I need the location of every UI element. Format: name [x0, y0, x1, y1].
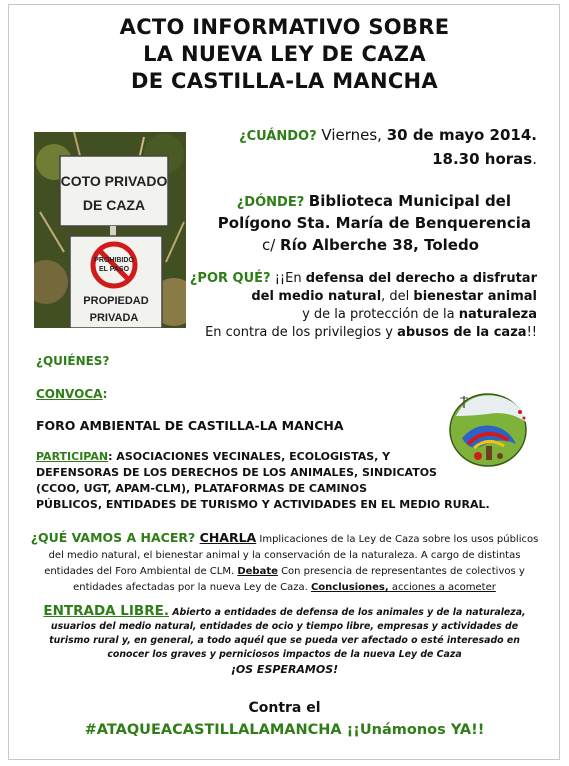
sign-text-1: COTO PRIVADO	[60, 173, 168, 189]
entrada-line-1	[18, 604, 551, 620]
porque-l2a: del medio natural	[251, 289, 382, 304]
debate-label: Debate	[237, 566, 278, 577]
porque-l1a: ¡¡En	[270, 271, 306, 286]
que-hacer-l4b: acciones a acometer	[388, 582, 496, 593]
participan-line-1	[36, 449, 390, 465]
donde-line-2	[218, 212, 531, 234]
title-line-3: DE CASTILLA-LA MANCHA	[131, 69, 438, 93]
cuando-date: 30 de mayo 2014	[386, 126, 532, 144]
porque-line-3	[302, 306, 537, 324]
footer-hashtag: #ATAQUEACASTILLALAMANCHA ¡¡Unámonos YA!!	[84, 722, 485, 738]
que-hacer-line-3	[18, 564, 551, 580]
participan-line-3: (CCOO, UGT, APAM-CLM), PLATAFORMAS DE CAMINOS	[36, 482, 368, 495]
participan-label: PARTICIPAN	[36, 450, 109, 463]
que-hacer-l4a: entidades afectadas por la nueva Ley de Caza.	[73, 582, 311, 593]
donde-line-3	[262, 234, 479, 256]
convoca-line	[36, 386, 107, 402]
porque-l4b: abusos de la caza	[397, 325, 527, 340]
que-hacer-line-2: del medio natural, el bienestar animal y la conservación de la naturaleza. A cargo de distintas	[48, 550, 521, 561]
participan-l1: : ASOCIACIONES VECINALES, ECOLOGISTAS, Y	[108, 450, 391, 463]
que-hacer-l1: Implicaciones de la Ley de Caza sobre los usos públicos	[256, 534, 539, 545]
participan-line-4: PÚBLICOS, ENTIDADES DE TURISMO Y ACTIVIDADES EN EL MEDIO RURAL.	[36, 498, 490, 511]
propiedad-text-1: PROPIEDAD	[83, 295, 149, 307]
porque-l2c: bienestar animal	[413, 289, 537, 304]
porque-line-4	[205, 324, 537, 342]
porque-l3a: y de la protección de la	[302, 307, 459, 322]
prohibido-text-2: EL PASO	[98, 266, 130, 273]
donde-c: c/	[261, 236, 281, 254]
foro-name: FORO AMBIENTAL DE CASTILLA-LA MANCHA	[36, 418, 344, 433]
participan-line-2: DEFENSORAS DE LOS DERECHOS DE LOS ANIMALES, SINDICATOS	[36, 466, 437, 479]
donde-place-1: Biblioteca Municipal del	[308, 192, 511, 210]
cuando-time: 18.30 horas	[432, 150, 533, 168]
porque-l2b: , del	[381, 289, 414, 304]
porque-line-1	[190, 270, 537, 288]
footer-contra: Contra el	[248, 700, 321, 716]
entrada-label: ENTRADA LIBRE.	[43, 603, 169, 619]
forum-globe-logo	[438, 386, 534, 472]
sign-photo-svg	[34, 132, 186, 328]
title-line-1: ACTO INFORMATIVO SOBRE	[119, 15, 450, 39]
convoca-label: CONVOCA	[36, 387, 103, 401]
porque-l4a: En contra de los privilegios y	[205, 325, 398, 340]
que-hacer-block	[18, 530, 551, 596]
cuando-date-end: .	[531, 126, 537, 144]
porque-l3b: naturaleza	[458, 307, 537, 322]
charla-label: CHARLA	[199, 530, 257, 545]
convoca-colon: :	[102, 387, 108, 401]
porque-label: ¿POR QUÉ?	[189, 271, 271, 286]
cuando-day: Viernes,	[316, 126, 387, 144]
porque-line-2	[251, 288, 537, 306]
donde-place-2: Polígono Sta. María de Benquerencia	[217, 214, 531, 232]
globe-svg	[438, 386, 534, 472]
esperamos-text: ¡OS ESPERAMOS!	[230, 663, 339, 676]
cuando-line-2	[432, 148, 537, 170]
prohibido-text-1: PROHIBIDO	[94, 257, 134, 264]
que-hacer-l3a: entidades del Foro Ambiental de CLM.	[44, 566, 238, 577]
poster-title	[0, 14, 569, 95]
entrada-line-3: turismo rural y, en general, a todo aquél que se pueda ver afectado o esté interesado en	[49, 635, 520, 646]
title-line-2: LA NUEVA LEY DE CAZA	[143, 42, 426, 66]
conclusiones-label: Conclusiones,	[310, 582, 389, 593]
cuando-line-1	[239, 124, 537, 148]
porque-l4c: !!	[526, 325, 537, 340]
donde-line-1	[237, 190, 511, 214]
que-hacer-line-4	[18, 580, 551, 596]
entrada-line-4: conocer los graves y perniciosos impactos de la nueva Ley de Caza	[107, 649, 462, 660]
hunting-sign-photo	[34, 132, 186, 328]
cuando-time-end: .	[532, 150, 537, 168]
que-hacer-l3b: Con presencia de representantes de colectivos y	[277, 566, 525, 577]
que-hacer-line-1	[18, 530, 551, 548]
donde-label: ¿DÓNDE?	[236, 195, 309, 210]
entrada-l1: Abierto a entidades de defensa de los animales y de la naturaleza,	[168, 607, 526, 618]
quienes-heading: ¿QUIÉNES?	[36, 354, 110, 368]
donde-street: Río Alberche 38, Toledo	[280, 236, 479, 254]
propiedad-text-2: PRIVADA	[89, 312, 139, 324]
porque-l1b: defensa del derecho a disfrutar	[305, 271, 537, 286]
que-hacer-label: ¿QUÉ VAMOS A HACER?	[30, 530, 200, 545]
entrada-block	[18, 604, 551, 677]
sign-text-2: DE CAZA	[82, 197, 146, 213]
entrada-line-2: usuarios del medio natural, entidades de ocio y tiempo libre, empresas y actividades de	[50, 621, 519, 632]
cuando-label: ¿CUÁNDO?	[239, 129, 317, 144]
